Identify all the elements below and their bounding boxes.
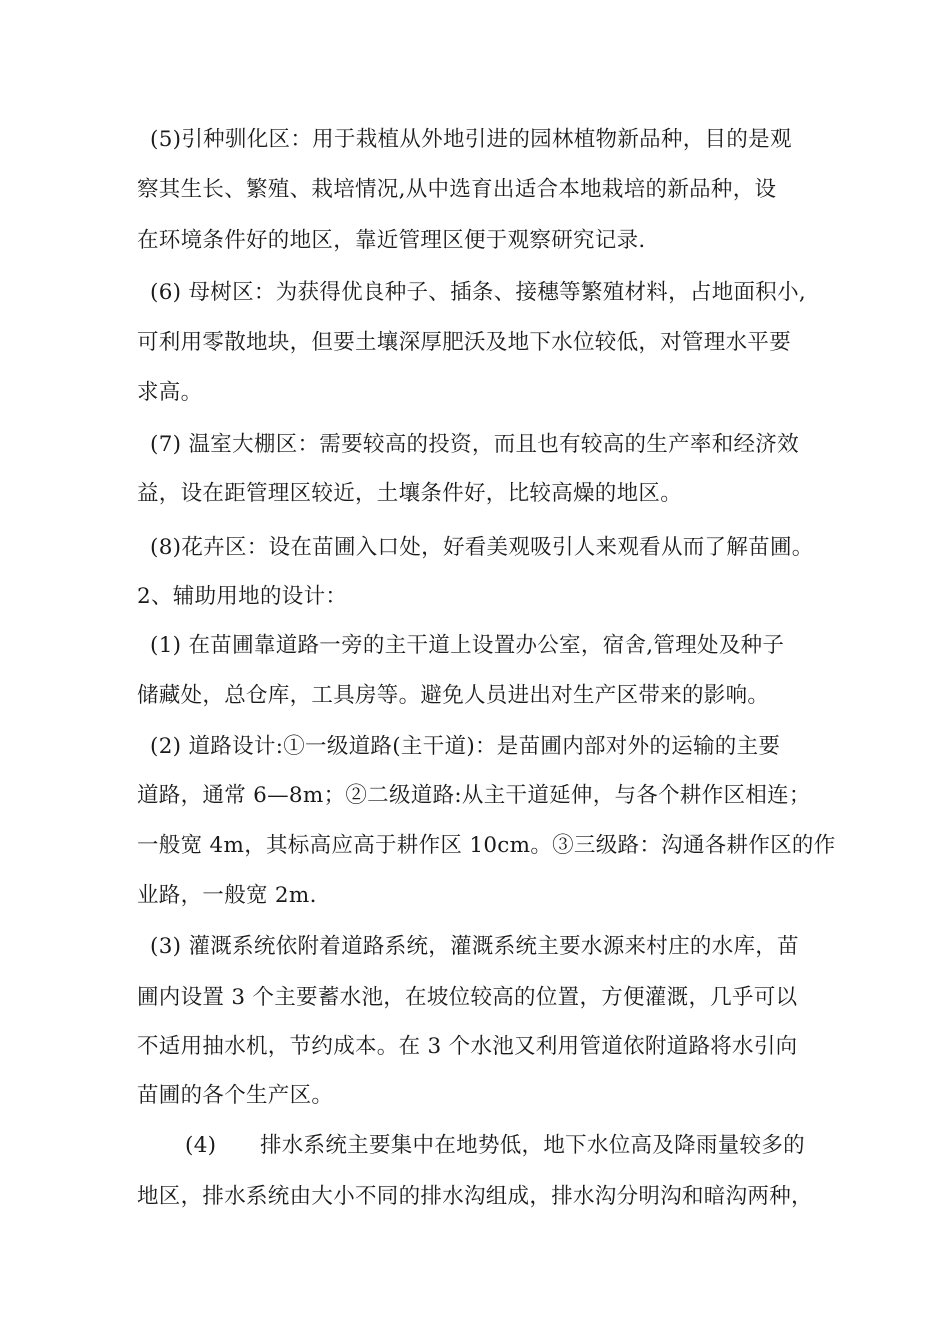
paragraph-a3-line-2: 圃内设置 3 个主要蓄水池，在坡位较高的位置，方便灌溉，几乎可以 (137, 985, 798, 1010)
section-heading: 2、辅助用地的设计： (137, 584, 348, 609)
paragraph-a1-line-2: 储藏处，总仓库，工具房等。避免人员进出对生产区带来的影响。 (137, 683, 770, 708)
paragraph-a4-line-1: (4) 排水系统主要集中在地势低，地下水位高及降雨量较多的 (185, 1133, 805, 1158)
paragraph-5-line-1: (5)引种驯化区：用于栽植从外地引进的园林植物新品种，目的是观 (150, 127, 792, 152)
paragraph-5-line-3: 在环境条件好的地区，靠近管理区便于观察研究记录. (137, 228, 646, 253)
paragraph-7-line-2: 益，设在距管理区较近，土壤条件好，比较高燥的地区。 (137, 481, 683, 506)
paragraph-a2-line-3: 一般宽 4m，其标高应高于耕作区 10cm。③三级路：沟通各耕作区的作 (137, 833, 836, 858)
paragraph-6-line-3: 求高。 (137, 380, 203, 405)
paragraph-6-line-2: 可利用零散地块，但要土壤深厚肥沃及地下水位较低，对管理水平要 (137, 330, 792, 355)
paragraph-a1-line-1: (1) 在苗圃靠道路一旁的主干道上设置办公室，宿舍,管理处及种子 (150, 633, 785, 658)
paragraph-a4-line-2: 地区，排水系统由大小不同的排水沟组成，排水沟分明沟和暗沟两种， (137, 1184, 813, 1209)
paragraph-a3-line-1: (3) 灌溉系统依附着道路系统，灌溉系统主要水源来村庄的水库，苗 (150, 934, 799, 959)
paragraph-7-line-1: (7) 温室大棚区：需要较高的投资，而且也有较高的生产率和经济效 (150, 432, 799, 457)
paragraph-6-line-1: (6) 母树区：为获得优良种子、插条、接穗等繁殖材料，占地面积小, (150, 280, 807, 305)
paragraph-8-line-1: (8)花卉区：设在苗圃入口处，好看美观吸引人来观看从而了解苗圃。 (150, 535, 814, 560)
paragraph-a3-line-4: 苗圃的各个生产区。 (137, 1083, 334, 1108)
paragraph-a3-line-3: 不适用抽水机，节约成本。在 3 个水池又利用管道依附道路将水引向 (137, 1034, 798, 1059)
paragraph-a2-line-1: (2) 道路设计:①一级道路(主干道)：是苗圃内部对外的运输的主要 (150, 734, 781, 759)
paragraph-a2-line-2: 道路，通常 6—8m；②二级道路:从主干道延伸，与各个耕作区相连； (137, 783, 811, 808)
paragraph-5-line-2: 察其生长、繁殖、栽培情况,从中选育出适合本地栽培的新品种，设 (137, 177, 777, 202)
paragraph-a2-line-4: 业路，一般宽 2m. (137, 883, 317, 908)
